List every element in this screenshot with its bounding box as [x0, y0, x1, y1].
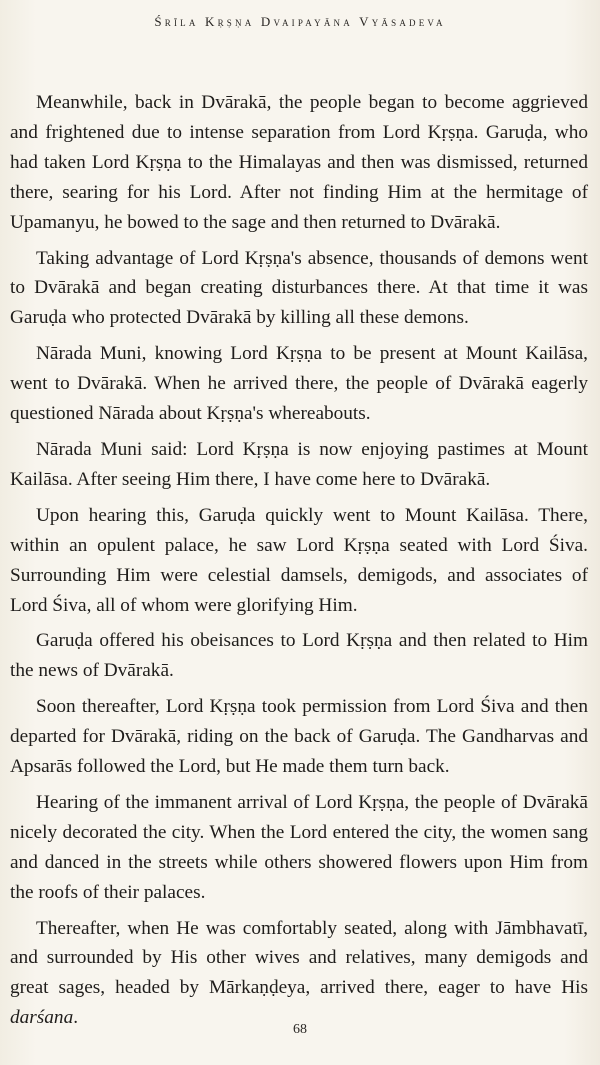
- paragraph: Taking advantage of Lord Kṛṣṇa's absence, thousands of demons went to Dvārakā and began creating disturbances there. At that time it was Garuḍa who protected Dvārakā by killing all these demons.: [10, 247, 588, 329]
- italic-term: darśana: [10, 1007, 74, 1029]
- paragraph: Upon hearing this, Garuḍa quickly went to Mount Kailāsa. There, within an opulent palace, he saw Lord Kṛṣṇa seated with Lord Śiva. Surrounding Him were celestial damsels, demigods, and associates of Lord Śiva, all of whom were glorifying Him.: [10, 504, 588, 616]
- final-punctuation: .: [73, 1007, 79, 1029]
- paragraph: Soon thereafter, Lord Kṛṣṇa took permission from Lord Śiva and then departed for Dvārakā, riding on the back of Garuḍa. The Gandharvas and Apsarās followed the Lord, but He made them turn back.: [10, 696, 588, 778]
- body-text: [10, 88, 588, 1033]
- paragraph-final-text: Thereafter, when He was comfortably seated, along with Jāmbhavatī, and surrounded by His other wives and relatives, many demigods and great sages, headed by Mārkaṇḍeya, arrived there, eager to have His: [10, 917, 588, 999]
- running-head: Śrīla Kṛṣṇa Dvaipayāna Vyāsadeva: [154, 14, 446, 29]
- paragraph: Meanwhile, back in Dvārakā, the people began to become aggrieved and frightened due to intense separation from Lord Kṛṣṇa. Garuḍa, who had taken Lord Kṛṣṇa to the Himalayas and then was dismissed, returned there, searing for his Lord. After not finding Him at the hermitage of Upamanyu, he bowed to the sage and then returned to Dvārakā.: [10, 92, 588, 233]
- page-number: 68: [293, 1022, 307, 1037]
- paragraph: Nārada Muni, knowing Lord Kṛṣṇa to be present at Mount Kailāsa, went to Dvārakā. When he arrived there, the people of Dvārakā eagerly questioned Nārada about Kṛṣṇa's whereabouts.: [10, 343, 588, 425]
- paragraph-final: [10, 914, 588, 1034]
- paragraph: Garuḍa offered his obeisances to Lord Kṛṣṇa and then related to Him the news of Dvārakā.: [10, 630, 588, 682]
- paragraph: Hearing of the immanent arrival of Lord Kṛṣṇa, the people of Dvārakā nicely decorated the city. When the Lord entered the city, the women sang and danced in the streets while others showered flowers upon Him from the roofs of their palaces.: [10, 791, 588, 903]
- paragraph: Nārada Muni said: Lord Kṛṣṇa is now enjoying pastimes at Mount Kailāsa. After seeing Him there, I have come here to Dvārakā.: [10, 438, 588, 490]
